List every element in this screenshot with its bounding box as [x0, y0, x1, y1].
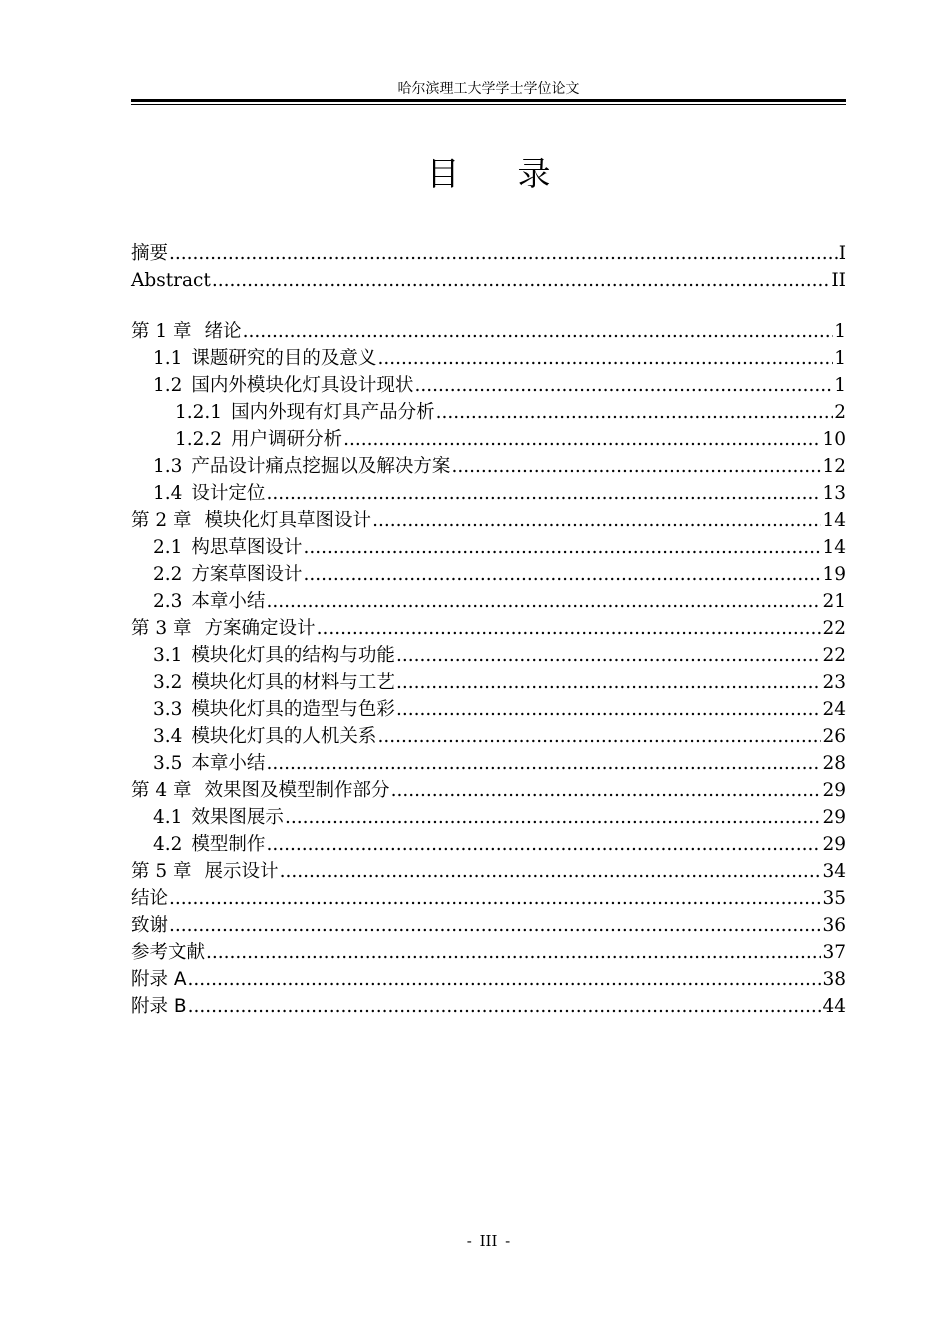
toc-entry-label: 效果图及模型制作部分 — [204, 780, 390, 801]
toc-entry-label: 模块化灯具草图设计 — [204, 510, 372, 531]
toc-leader-dots — [414, 372, 833, 399]
toc-leader-dots — [169, 885, 821, 912]
toc-entry-page: 22 — [822, 645, 846, 666]
toc-entry-page: 21 — [822, 591, 846, 612]
toc-entry-label: 方案草图设计 — [191, 564, 303, 585]
toc-entry-number: 3.2 — [153, 672, 183, 693]
toc-leader-dots — [266, 480, 821, 507]
toc-entry-label: 致谢 — [131, 915, 169, 936]
toc-entry-number: 1.4 — [153, 483, 183, 504]
toc-leader-dots — [188, 966, 822, 993]
toc-leader-dots — [372, 507, 821, 534]
toc-entry-page: 12 — [822, 456, 846, 477]
toc-entry-number: 2.1 — [153, 537, 183, 558]
toc-leader-dots — [266, 750, 821, 777]
toc-entry-label: 国内外模块化灯具设计现状 — [191, 375, 414, 396]
toc-entry-3-5[interactable] — [131, 750, 846, 777]
toc-leader-dots — [266, 831, 821, 858]
toc-entry-page: 38 — [822, 969, 846, 990]
toc-entry-label: 结论 — [131, 888, 169, 909]
toc-entry-label: 国内外现有灯具产品分析 — [231, 402, 435, 423]
toc-entry-page: 26 — [822, 726, 846, 747]
toc-entry-page: 34 — [822, 861, 846, 882]
toc-entry-label: 绪论 — [204, 321, 242, 342]
toc-entry-number: 1.1 — [153, 348, 183, 369]
toc-entry-number: 第 3 章 — [131, 618, 192, 639]
toc-entry-label: 产品设计痛点挖掘以及解决方案 — [191, 456, 451, 477]
toc-leader-dots — [243, 318, 834, 345]
toc-entry-label: 模块化灯具的材料与工艺 — [191, 672, 395, 693]
toc-entry-3-1[interactable] — [131, 642, 846, 669]
toc-entry-number: 3.3 — [153, 699, 183, 720]
toc-leader-dots — [206, 939, 821, 966]
toc-entry-page: 14 — [822, 537, 846, 558]
toc-entry-page: 1 — [834, 375, 846, 396]
toc-entry-label: 展示设计 — [204, 861, 279, 882]
toc-entry-label: 摘要 — [131, 243, 169, 264]
toc-entry-appendix-a[interactable] — [131, 966, 846, 993]
toc-leader-dots — [377, 723, 821, 750]
toc-entry-page: 35 — [822, 888, 846, 909]
toc-leader-dots — [377, 345, 833, 372]
toc-entry-label: 课题研究的目的及意义 — [191, 348, 377, 369]
toc-entry-page: 13 — [822, 483, 846, 504]
toc-entry-label: 构思草图设计 — [191, 537, 303, 558]
toc-entry-chapter-2[interactable] — [131, 507, 846, 534]
toc-leader-dots — [396, 696, 822, 723]
toc-entry-label: 模型制作 — [191, 834, 266, 855]
toc-entry-label: 用户调研分析 — [231, 429, 343, 450]
toc-entry-3-4[interactable] — [131, 723, 846, 750]
toc-entry-number: 第 1 章 — [131, 321, 192, 342]
toc-entry-label: 模块化灯具的造型与色彩 — [191, 699, 395, 720]
toc-leader-dots — [436, 399, 834, 426]
toc-entry-number: 第 5 章 — [131, 861, 192, 882]
toc-entry-page: 19 — [822, 564, 846, 585]
toc-entry-page: 10 — [822, 429, 846, 450]
toc-entry-page: 29 — [822, 834, 846, 855]
toc-entry-page: 44 — [822, 996, 846, 1017]
toc-leader-dots — [391, 777, 822, 804]
toc-entry-chapter-3[interactable] — [131, 615, 846, 642]
table-of-contents — [131, 240, 846, 1020]
toc-entry-3-2[interactable] — [131, 669, 846, 696]
toc-entry-conclusion[interactable] — [131, 885, 846, 912]
toc-entry-appendix-b[interactable] — [131, 993, 846, 1020]
toc-entry-number: 2.2 — [153, 564, 183, 585]
toc-entry-label: 本章小结 — [191, 591, 266, 612]
toc-entry-4-2[interactable] — [131, 831, 846, 858]
toc-entry-page: 28 — [822, 753, 846, 774]
toc-leader-dots — [188, 993, 822, 1020]
toc-entry-1-2-1[interactable] — [131, 399, 846, 426]
toc-entry-page: 1 — [834, 321, 846, 342]
toc-leader-dots — [451, 453, 821, 480]
toc-entry-2-3[interactable] — [131, 588, 846, 615]
toc-entry-label: Abstract — [131, 270, 211, 291]
toc-entry-acknowledgements[interactable] — [131, 912, 846, 939]
toc-leader-dots — [396, 669, 822, 696]
toc-entry-number: 3.4 — [153, 726, 183, 747]
toc-entry-chapter-4[interactable] — [131, 777, 846, 804]
toc-entry-label: 设计定位 — [191, 483, 266, 504]
toc-entry-number: 3.5 — [153, 753, 183, 774]
toc-entry-4-1[interactable] — [131, 804, 846, 831]
toc-entry-label: 参考文献 — [131, 942, 206, 963]
toc-entry-label: 本章小结 — [191, 753, 266, 774]
toc-entry-page: II — [831, 270, 846, 291]
toc-entry-page: 2 — [834, 402, 846, 423]
toc-leader-dots — [280, 858, 822, 885]
toc-entry-label: 效果图展示 — [191, 807, 284, 828]
toc-entry-number: 1.3 — [153, 456, 183, 477]
toc-entry-references[interactable] — [131, 939, 846, 966]
toc-entry-abstract-en[interactable] — [131, 267, 846, 294]
toc-entry-page: 22 — [822, 618, 846, 639]
toc-entry-2-2[interactable] — [131, 561, 846, 588]
toc-entry-1-2-2[interactable] — [131, 426, 846, 453]
toc-entry-page: I — [838, 243, 846, 264]
toc-entry-page: 36 — [822, 915, 846, 936]
toc-entry-number: 1.2 — [153, 375, 183, 396]
toc-leader-dots — [317, 615, 822, 642]
toc-entry-label: 附录 A — [131, 969, 187, 990]
toc-leader-dots — [343, 426, 821, 453]
toc-entry-number: 4.1 — [153, 807, 183, 828]
toc-entry-1-2[interactable] — [131, 372, 846, 399]
toc-entry-page: 14 — [822, 510, 846, 531]
toc-entry-label: 附录 B — [131, 996, 187, 1017]
toc-entry-page: 1 — [834, 348, 846, 369]
toc-entry-1-1[interactable] — [131, 345, 846, 372]
page-number: - III - — [466, 1232, 511, 1250]
toc-entry-page: 23 — [822, 672, 846, 693]
toc-entry-number: 4.2 — [153, 834, 183, 855]
toc-entry-page: 29 — [822, 780, 846, 801]
toc-leader-dots — [169, 912, 821, 939]
toc-entry-3-3[interactable] — [131, 696, 846, 723]
toc-entry-chapter-1[interactable] — [131, 318, 846, 345]
header-double-rule — [131, 99, 846, 105]
toc-title: 目录 — [426, 154, 609, 193]
toc-leader-dots — [285, 804, 822, 831]
toc-leader-dots — [303, 561, 821, 588]
toc-entry-label: 模块化灯具的人机关系 — [191, 726, 377, 747]
toc-entry-number: 3.1 — [153, 645, 183, 666]
toc-leader-dots — [266, 588, 821, 615]
toc-entry-page: 37 — [822, 942, 846, 963]
running-header: 哈尔滨理工大学学士学位论文 — [397, 81, 580, 97]
toc-entry-number: 第 4 章 — [131, 780, 192, 801]
toc-entry-1-3[interactable] — [131, 453, 846, 480]
toc-entry-label: 方案确定设计 — [204, 618, 316, 639]
toc-entry-number: 第 2 章 — [131, 510, 192, 531]
toc-entry-page: 24 — [822, 699, 846, 720]
toc-entry-1-4[interactable] — [131, 480, 846, 507]
toc-entry-abstract-cn[interactable] — [131, 240, 846, 267]
toc-entry-chapter-5[interactable] — [131, 858, 846, 885]
toc-entry-number: 1.2.1 — [175, 402, 223, 423]
toc-leader-dots — [396, 642, 822, 669]
toc-entry-number: 1.2.2 — [175, 429, 223, 450]
toc-entry-page: 29 — [822, 807, 846, 828]
toc-entry-2-1[interactable] — [131, 534, 846, 561]
toc-leader-dots — [169, 240, 838, 267]
toc-entry-number: 2.3 — [153, 591, 183, 612]
toc-entry-label: 模块化灯具的结构与功能 — [191, 645, 395, 666]
toc-leader-dots — [303, 534, 821, 561]
toc-leader-dots — [212, 267, 831, 294]
